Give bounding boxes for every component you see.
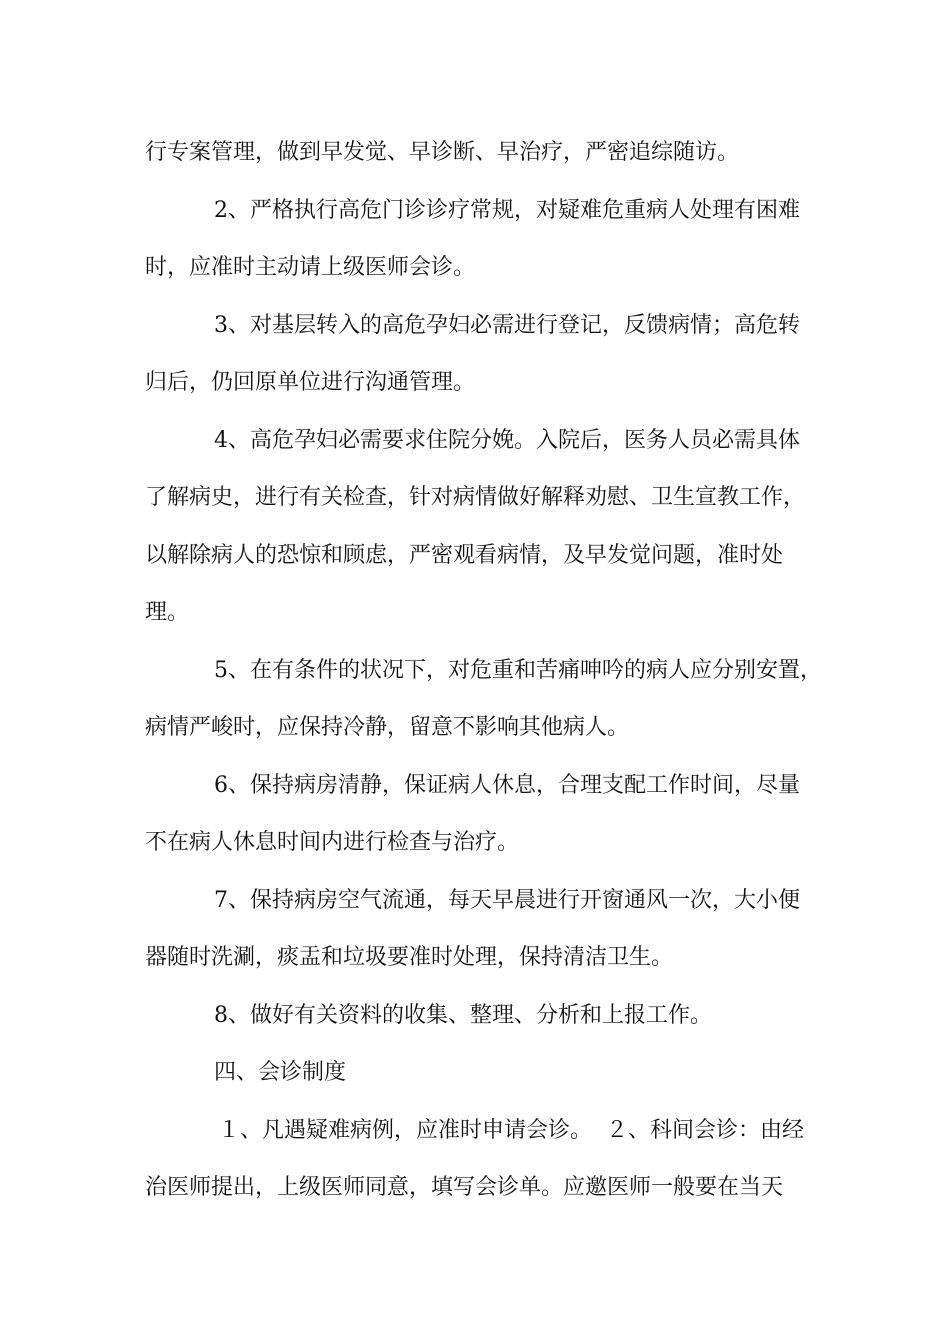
list-item-4-line-2: 了解病史，进行有关检查，针对病情做好解释劝慰、卫生宣教工作， bbox=[145, 485, 806, 510]
list-item-2-line-1: 2、严格执行高危门诊诊疗常规，对疑难危重病人处理有困难 bbox=[214, 197, 800, 223]
list-item-3-line-2: 归后，仍回原单位进行沟通管理。 bbox=[145, 370, 476, 395]
list-item-8-line-1: 8、做好有关资料的收集、整理、分析和上报工作。 bbox=[214, 1002, 712, 1028]
list-item-4-line-4: 理。 bbox=[145, 600, 190, 625]
list-item-2-line-2: 时，应准时主动请上级医师会诊。 bbox=[145, 255, 476, 280]
list-item-6-line-1: 6、保持病房清静，保证病人休息，合理支配工作时间，尽量 bbox=[214, 772, 800, 798]
list-item-4-line-3: 以解除病人的恐惊和顾虑，严密观看病情，及早发觉问题，准时处 bbox=[145, 542, 784, 568]
consultation-item-line-1: １、凡遇疑难病例，应准时申请会诊。 ２、科间会诊：由经 bbox=[218, 1117, 804, 1143]
section-heading: 四、会诊制度 bbox=[214, 1060, 347, 1085]
text-line: 行专案管理，做到早发觉、早诊断、早治疗，严密追综随访。 bbox=[145, 140, 740, 165]
list-item-5-line-1: 5、在有条件的状况下，对危重和苦痛呻吟的病人应分别安置， bbox=[214, 657, 822, 683]
list-item-3-line-1: 3、对基层转入的高危孕妇必需进行登记，反馈病情；高危转 bbox=[214, 312, 800, 338]
list-item-7-line-2: 器随时洗涮，痰盂和垃圾要准时处理，保持清洁卫生。 bbox=[145, 945, 674, 970]
list-item-5-line-2: 病情严峻时，应保持冷静，留意不影响其他病人。 bbox=[145, 715, 630, 740]
list-item-7-line-1: 7、保持病房空气流通，每天早晨进行开窗通风一次，大小便 bbox=[214, 887, 800, 913]
document-body bbox=[145, 131, 825, 1224]
list-item-6-line-2: 不在病人休息时间内进行检查与治疗。 bbox=[145, 830, 520, 855]
list-item-4-line-1: 4、高危孕妇必需要求住院分娩。入院后，医务人员必需具体 bbox=[214, 427, 800, 453]
consultation-item-line-2: 治医师提出，上级医师同意，填写会诊单。应邀医师一般要在当天 bbox=[145, 1175, 784, 1200]
